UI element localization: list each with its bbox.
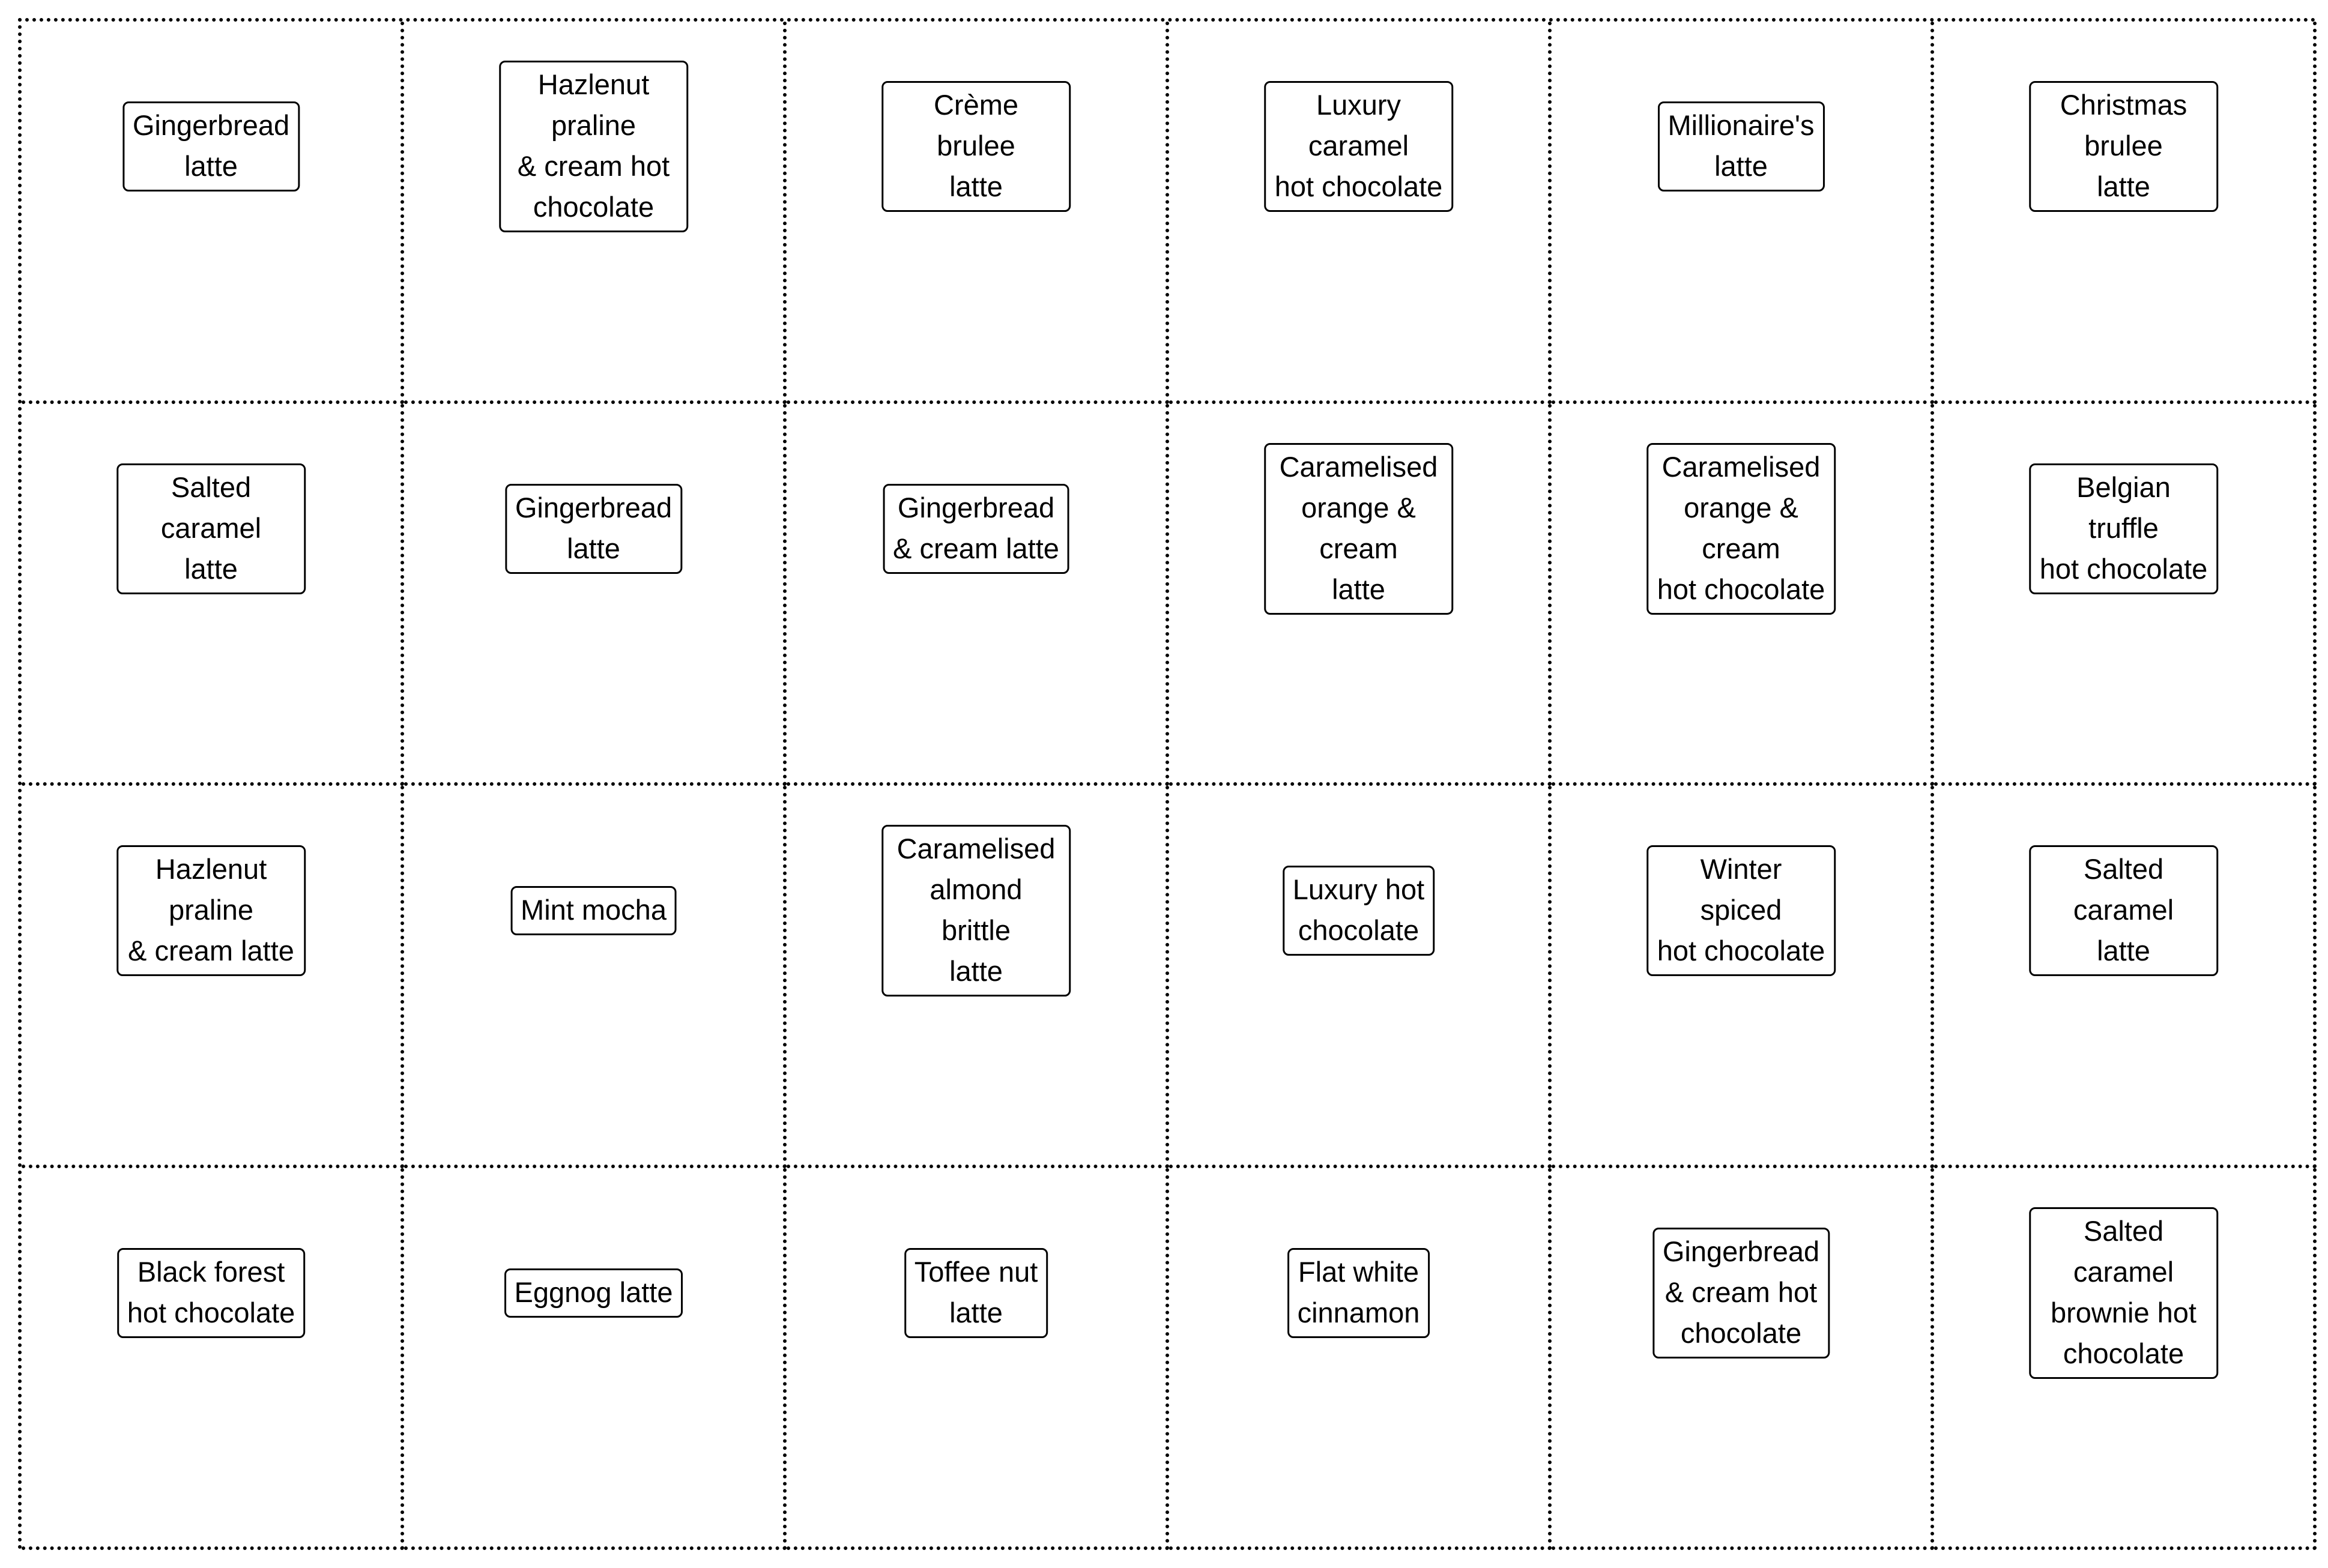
card-label: Christmas brulee latte	[2029, 81, 2219, 212]
card-label: Eggnog latte	[504, 1268, 683, 1318]
card-label: Crème brulee latte	[881, 81, 1071, 212]
card-label: Millionaire's latte	[1657, 101, 1824, 191]
card-cell	[1552, 404, 1934, 786]
card-cell	[1169, 22, 1552, 404]
card-label: Mint mocha	[510, 886, 677, 935]
card-label: Caramelised almond brittle latte	[881, 825, 1071, 997]
card-label: Gingerbread & cream latte	[883, 484, 1069, 574]
card-label: Hazlenut praline & cream latte	[116, 845, 306, 976]
card-cell	[404, 1168, 787, 1551]
card-label: Salted caramel brownie hot chocolate	[2029, 1207, 2219, 1379]
card-cell	[404, 404, 787, 786]
card-cell	[1552, 786, 1934, 1168]
card-cell	[404, 22, 787, 404]
card-cell	[22, 404, 404, 786]
card-cell	[1934, 22, 2317, 404]
card-cell	[1934, 1168, 2317, 1551]
card-cell	[787, 1168, 1169, 1551]
card-cell	[787, 786, 1169, 1168]
card-cell	[1552, 22, 1934, 404]
card-label: Luxury caramel hot chocolate	[1264, 81, 1454, 212]
card-cell	[22, 1168, 404, 1551]
card-label: Black forest hot chocolate	[117, 1248, 306, 1338]
card-cell	[1934, 404, 2317, 786]
card-sheet	[18, 18, 2317, 1550]
card-cell	[1552, 1168, 1934, 1551]
card-cell	[1169, 404, 1552, 786]
card-label: Luxury hot chocolate	[1283, 866, 1435, 956]
card-cell	[22, 786, 404, 1168]
card-cell	[22, 22, 404, 404]
card-label: Salted caramel latte	[2029, 845, 2219, 976]
card-label: Winter spiced hot chocolate	[1646, 845, 1836, 976]
card-label: Toffee nut latte	[904, 1248, 1048, 1338]
card-label: Caramelised orange & cream latte	[1264, 443, 1454, 615]
card-cell	[1169, 786, 1552, 1168]
card-label: Caramelised orange & cream hot chocolate	[1646, 443, 1836, 615]
card-label: Salted caramel latte	[116, 463, 306, 594]
card-label: Belgian truffle hot chocolate	[2029, 463, 2219, 594]
card-cell	[1169, 1168, 1552, 1551]
card-label: Flat white cinnamon	[1287, 1248, 1430, 1338]
card-label: Gingerbread latte	[505, 484, 682, 574]
card-cell	[787, 404, 1169, 786]
card-cell	[404, 786, 787, 1168]
card-label: Hazlenut praline & cream hot chocolate	[499, 61, 689, 232]
card-cell	[787, 22, 1169, 404]
card-label: Gingerbread latte	[122, 101, 300, 191]
card-cell	[1934, 786, 2317, 1168]
card-label: Gingerbread & cream hot chocolate	[1652, 1228, 1830, 1358]
